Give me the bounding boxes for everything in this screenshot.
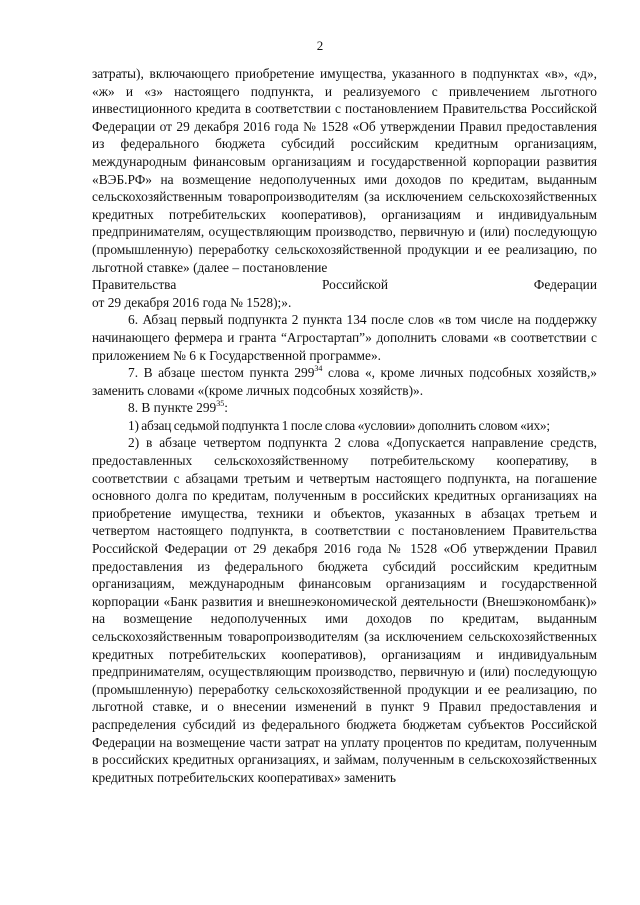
paragraph-text: затраты), включающего приобретение имущества, указанного в подпунктах «в», «д», «ж» и «з» настоящего подпункта, и реализуемого с привлечением льготного инвестиционного кредита в соответствии с постановлением Правительства Российской Федерации от 29 декабря 2016 года № 1528 «Об утверждении Правил предоставления из федерального бюджета субсидий российским кредитным организациям, международным финансовым организациям и государственной корпорации развития «ВЭБ.РФ» на возмещение недополученных ими доходов по кредитам, выданным сельскохозяйственным товаропроизводителям (за исключением сельскохозяйственных кредитных потребительских кооперативов), организациям и индивидуальным предпринимателям, осуществляющим производство, первичную и (или) последующую (промышленную) переработку сельскохозяйственной продукции и ее реализацию, по льготной ставке» (далее – постановление	[92, 66, 597, 275]
paragraph-subitem-2: 2) в абзаце четвертом подпункта 2 слова «Допускается направление средств, предоставленных сельскохозяйственному потребительскому кооперативу, в соответствии с абзацами третьим и четвертым настоящего подпункта, на погашение основного долга по кредитам, полученным в российских кредитных организациях на приобретение имущества, техники и объектов, указанных в абзацах третьем и четвертом настоящего подпункта, в соответствии с постановлением Правительства Российской Федерации от 29 декабря 2016 года № 1528 «Об утверждении Правил предоставления из федерального бюджета субсидий российским кредитным организациям, международным финансовым организациям и государственной корпорации «Банк развития и внешнеэкономической деятельности (Внешэкономбанк)» на возмещение недополученных ими доходов по кредитам, выданным сельскохозяйственным товаропроизводителям (за исключением сельскохозяйственных кредитных потребительских кооперативов), организациям и индивидуальным предпринимателям, осуществляющим производство, первичную и (или) последующую (промышленную) переработку сельскохозяйственной продукции и ее реализацию, по льготной ставке, и о внесении изменений в пункт 9 Правил предоставления и распределения субсидий из федерального бюджета бюджетам субъектов Российской Федерации на возмещение части затрат на уплату процентов по кредитам, полученным в российских кредитных организациях, и займам, полученным в сельскохозяйственных кредитных потребительских кооперативах» заменить	[92, 435, 597, 785]
paragraph-item-8	[92, 399, 597, 417]
paragraph-item-7	[92, 364, 597, 399]
paragraph-text: слова «, кроме личных подсобных хозяйств,» заменить словами «(кроме личных подсобных хозяйств)».	[92, 365, 597, 398]
superscript: 35	[216, 399, 225, 409]
paragraph-line: от 29 декабря 2016 года № 1528);».	[92, 294, 292, 310]
paragraph-line: Правительства Российской Федерации	[92, 277, 597, 293]
paragraph-subitem-1: 1) абзац седьмой подпункта 1 после слова «условии» дополнить словом «их»;	[128, 417, 550, 433]
page-number: 2	[316, 38, 324, 53]
document-body	[92, 65, 597, 786]
paragraph-text: :	[224, 400, 228, 416]
paragraph-text: 8. В пункте 299	[128, 400, 217, 416]
paragraph-text: 7. В абзаце шестом пункта 299	[128, 365, 315, 381]
superscript: 34	[314, 364, 323, 374]
paragraph-continuation	[92, 65, 597, 311]
paragraph-item-6: 6. Абзац первый подпункта 2 пункта 134 после слов «в том числе на поддержку начинающего фермера и гранта “Агростартап”» дополнить словами «в соответствии с приложением № 6 к Государственной программе».	[92, 312, 597, 363]
